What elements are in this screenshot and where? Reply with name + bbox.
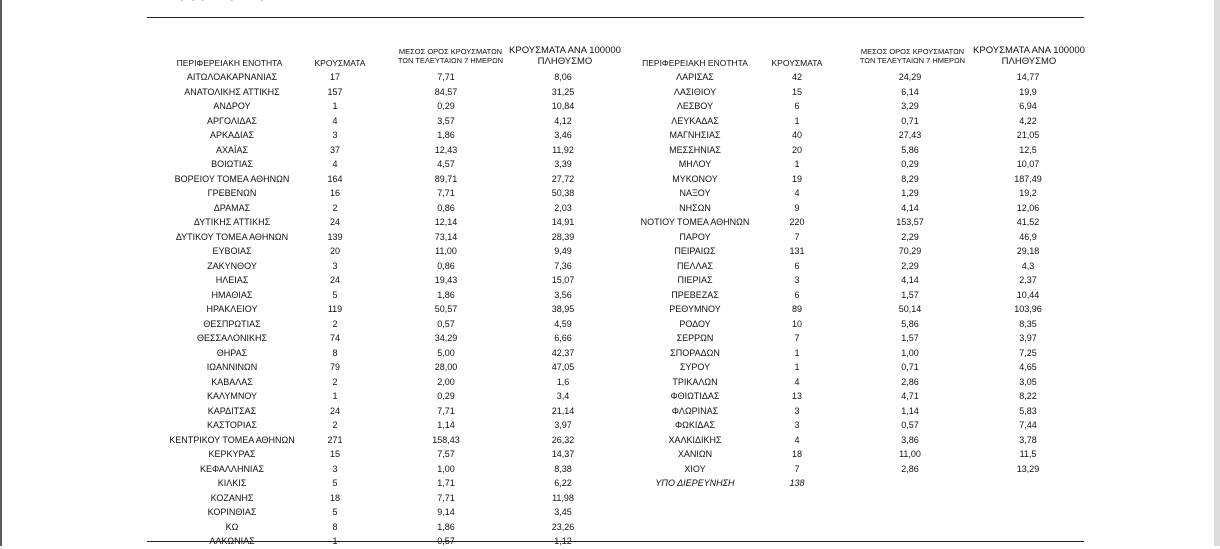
right-cell-avg7: 5,86 xyxy=(901,144,919,155)
right-cell-name: ΠΡΕΒΕΖΑΣ xyxy=(671,289,719,300)
right-cell-cases: 3 xyxy=(794,275,800,285)
right-cell-per100k: 46,9 xyxy=(1019,231,1037,242)
left-cell-avg7: 7,71 xyxy=(437,405,455,416)
right-cell-avg7: 2,29 xyxy=(901,260,919,271)
right-cell-avg7: 27,43 xyxy=(898,130,922,140)
left-cell-avg7: 89,71 xyxy=(434,173,458,184)
left-cell-per100k: 8,06 xyxy=(554,72,572,82)
left-cell-cases: 18 xyxy=(329,492,340,503)
left-cell-avg7: 50,57 xyxy=(434,304,458,314)
right-cell-per100k: 19,2 xyxy=(1019,188,1037,198)
left-cell-avg7: 1,86 xyxy=(437,521,455,532)
right-cell-per100k: 8,22 xyxy=(1019,391,1037,401)
left-header-cases xyxy=(300,58,380,68)
left-cell-name: ΚΕΡΚΥΡΑΣ xyxy=(208,449,256,459)
left-cell-avg7: 12,43 xyxy=(434,144,458,155)
left-cell-cases: 8 xyxy=(332,347,338,358)
right-cell-name: ΛΕΥΚΑΔΑΣ xyxy=(671,115,719,126)
right-cell-per100k: 21,05 xyxy=(1016,130,1040,140)
left-cell-per100k: 27,72 xyxy=(551,173,575,184)
left-cell-per100k: 2,03 xyxy=(554,202,572,213)
right-cell-per100k: 11,5 xyxy=(1019,449,1037,459)
right-cell-cases: 131 xyxy=(789,246,805,256)
left-cell-per100k: 14,37 xyxy=(551,449,575,459)
left-cell-avg7: 34,29 xyxy=(434,333,458,343)
right-header-avg7-line1: ΜΕΣΟΣ ΟΡΟΣ ΚΡΟΥΣΜΑΤΩΝ xyxy=(860,47,965,56)
right-cell-cases: 6 xyxy=(794,260,800,271)
left-header-avg7 xyxy=(383,47,518,65)
left-cell-cases: 3 xyxy=(332,260,338,271)
right-cell-per100k: 19,9 xyxy=(1019,86,1037,97)
left-cell-name: ΒΟΡΕΙΟΥ ΤΟΜΕΑ ΑΘΗΝΩΝ xyxy=(174,173,290,184)
right-cell-name: ΜΥΚΟΝΟΥ xyxy=(672,173,718,184)
right-cell-avg7: 1,00 xyxy=(901,347,919,358)
left-header-avg7-line2: ΤΩΝ ΤΕΛΕΥΤΑΙΩΝ 7 ΗΜΕΡΩΝ xyxy=(397,56,504,65)
left-cell-avg7: 19,43 xyxy=(434,275,458,285)
left-cell-per100k: 23,26 xyxy=(551,521,575,532)
right-cell-name: ΝΟΤΙΟΥ ΤΟΜΕΑ ΑΘΗΝΩΝ xyxy=(640,217,750,227)
left-cell-cases: 17 xyxy=(329,72,340,82)
right-cell-per100k: 3,05 xyxy=(1019,376,1037,387)
right-cell-name: ΛΑΡΙΣΑΣ xyxy=(676,72,714,82)
left-cell-avg7: 0,57 xyxy=(437,536,455,546)
left-cell-name: ΖΑΚΥΝΘΟΥ xyxy=(207,260,257,271)
left-cell-name: ΚΟΡΙΝΘΙΑΣ xyxy=(207,507,257,517)
right-cell-cases: 1 xyxy=(794,115,800,126)
right-cell-cases: 1 xyxy=(794,159,800,169)
right-cell-cases: 19 xyxy=(791,173,802,184)
right-cell-cases: 40 xyxy=(791,130,802,140)
left-cell-per100k: 9,49 xyxy=(554,246,572,256)
left-cell-per100k: 3,45 xyxy=(554,507,572,517)
right-cell-cases: 18 xyxy=(791,449,802,459)
left-cell-name: ΑΧΑΪΑΣ xyxy=(215,144,249,155)
right-header-cases xyxy=(757,58,837,68)
window-left-edge xyxy=(0,0,2,546)
top-divider xyxy=(147,17,1084,18)
right-cell-cases: 7 xyxy=(794,333,800,343)
left-cell-cases: 24 xyxy=(329,275,340,285)
right-cell-cases: 89 xyxy=(791,304,802,314)
left-cell-name: ΚΩ xyxy=(225,521,239,532)
left-cell-avg7: 5,00 xyxy=(437,347,455,358)
left-cell-name: ΘΕΣΣΑΛΟΝΙΚΗΣ xyxy=(196,333,268,343)
right-cell-cases: 6 xyxy=(794,289,800,300)
left-cell-avg7: 4,57 xyxy=(437,159,455,169)
left-header-region-text: ΠΕΡΙΦΕΡΕΙΑΚΗ ΕΝΟΤΗΤΑ xyxy=(176,58,283,68)
left-cell-cases: 20 xyxy=(329,246,340,256)
left-cell-cases: 79 xyxy=(329,362,340,372)
right-cell-avg7: 24,29 xyxy=(898,72,922,82)
left-cell-name: ΑΝΑΤΟΛΙΚΗΣ ΑΤΤΙΚΗΣ xyxy=(184,86,280,97)
left-cell-per100k: 10,84 xyxy=(551,101,575,111)
right-cell-per100k: 10,07 xyxy=(1016,159,1040,169)
left-cell-name: ΚΙΛΚΙΣ xyxy=(217,478,247,488)
right-cell-cases: 4 xyxy=(794,434,800,445)
right-cell-per100k: 187,49 xyxy=(1014,173,1042,184)
left-cell-avg7: 7,71 xyxy=(437,72,455,82)
left-cell-avg7: 0,29 xyxy=(437,391,455,401)
left-cell-name: ΚΑΡΔΙΤΣΑΣ xyxy=(207,405,257,416)
right-cell-avg7: 0,71 xyxy=(901,362,919,372)
right-cell-cases: 9 xyxy=(794,202,800,213)
right-cell-avg7: 3,86 xyxy=(901,434,919,445)
left-cell-avg7: 11,00 xyxy=(435,246,457,256)
left-cell-per100k: 3,56 xyxy=(554,289,572,300)
left-cell-name: ΘΕΣΠΡΩΤΙΑΣ xyxy=(203,318,261,329)
right-header-avg7 xyxy=(845,47,980,65)
right-cell-name: ΣΕΡΡΩΝ xyxy=(676,333,714,343)
left-cell-cases: 139 xyxy=(327,231,343,242)
left-cell-avg7: 0,86 xyxy=(437,260,455,271)
right-cell-avg7: 0,57 xyxy=(901,420,919,430)
left-cell-name: ΗΛΕΙΑΣ xyxy=(215,275,249,285)
left-cell-per100k: 6,66 xyxy=(554,333,572,343)
left-cell-cases: 37 xyxy=(329,144,340,155)
left-header-region xyxy=(147,58,312,68)
left-cell-per100k: 21,14 xyxy=(551,405,575,416)
right-cell-per100k: 12,5 xyxy=(1019,144,1037,155)
right-cell-cases: 10 xyxy=(791,318,802,329)
right-cell-cases: 4 xyxy=(794,376,800,387)
right-cell-name: ΜΕΣΣΗΝΙΑΣ xyxy=(669,144,721,155)
right-cell-name: ΠΕΙΡΑΙΩΣ xyxy=(674,246,716,256)
left-cell-per100k: 4,12 xyxy=(554,115,572,126)
right-cell-avg7: 70,29 xyxy=(898,246,922,256)
right-cell-per100k: 41,52 xyxy=(1016,217,1040,227)
right-cell-avg7: 1,14 xyxy=(901,405,919,416)
right-cell-cases: 20 xyxy=(791,144,802,155)
right-cell-name: ΠΙΕΡΙΑΣ xyxy=(677,275,713,285)
right-cell-avg7: 153,57 xyxy=(896,217,924,227)
right-header-region-text: ΠΕΡΙΦΕΡΕΙΑΚΗ ΕΝΟΤΗΤΑ xyxy=(642,58,748,68)
right-cell-avg7: 3,29 xyxy=(901,101,919,111)
left-cell-name: ΚΑΣΤΟΡΙΑΣ xyxy=(207,420,257,430)
right-cell-avg7: 1,57 xyxy=(901,289,919,300)
left-cell-cases: 2 xyxy=(332,376,338,387)
left-cell-name: ΑΙΤΩΛΟΑΚΑΡΝΑΝΙΑΣ xyxy=(186,72,278,82)
right-cell-avg7: 2,86 xyxy=(901,376,919,387)
left-cell-cases: 5 xyxy=(332,478,338,488)
left-cell-name: ΒΟΙΩΤΙΑΣ xyxy=(211,159,253,169)
right-cell-name: ΧΙΟΥ xyxy=(684,463,706,474)
left-cell-name: ΛΑΚΩΝΙΑΣ xyxy=(209,536,255,546)
right-cell-name: ΡΟΔΟΥ xyxy=(679,318,711,329)
right-cell-per100k: 4,65 xyxy=(1019,362,1037,372)
left-cell-cases: 15 xyxy=(329,449,340,459)
right-cell-avg7: 4,14 xyxy=(901,275,919,285)
left-cell-avg7: 0,86 xyxy=(437,202,455,213)
left-cell-per100k: 3,46 xyxy=(554,130,572,140)
right-cell-name: ΦΘΙΩΤΙΔΑΣ xyxy=(670,391,720,401)
window-right-scrollbar[interactable] xyxy=(1214,0,1220,546)
right-cell-name: ΝΗΣΩΝ xyxy=(679,202,711,213)
left-cell-cases: 8 xyxy=(332,521,338,532)
right-cell-avg7: 1,29 xyxy=(901,188,919,198)
left-cell-per100k: 42,37 xyxy=(551,347,575,358)
right-cell-avg7: 4,71 xyxy=(901,391,919,401)
left-cell-per100k: 50,38 xyxy=(551,188,575,198)
right-cell-cases: 6 xyxy=(794,101,800,111)
right-cell-per100k: 3,97 xyxy=(1019,333,1037,343)
left-cell-per100k: 47,05 xyxy=(551,362,575,372)
left-cell-cases: 164 xyxy=(327,173,343,184)
left-cell-cases: 271 xyxy=(327,434,343,445)
right-cell-per100k: 12,06 xyxy=(1016,202,1040,213)
left-cell-avg7: 1,71 xyxy=(437,478,455,488)
right-cell-per100k: 6,94 xyxy=(1019,101,1037,111)
page-heading-cut xyxy=(147,0,274,1)
right-cell-cases: 4 xyxy=(794,188,800,198)
left-cell-cases: 74 xyxy=(329,333,340,343)
left-cell-cases: 1 xyxy=(332,101,338,111)
right-cell-name: ΣΥΡΟΥ xyxy=(679,362,711,372)
left-cell-name: ΑΡΓΟΛΙΔΑΣ xyxy=(207,115,257,126)
left-cell-cases: 1 xyxy=(332,536,338,546)
left-cell-name: ΘΗΡΑΣ xyxy=(216,347,248,358)
right-cell-avg7: 5,86 xyxy=(901,318,919,329)
right-cell-avg7: 2,86 xyxy=(901,463,919,474)
left-cell-cases: 5 xyxy=(332,289,338,300)
right-cell-cases: 3 xyxy=(794,420,800,430)
right-cell-cases: 3 xyxy=(794,405,800,416)
left-cell-per100k: 1,6 xyxy=(556,376,570,387)
right-cell-name: ΦΛΩΡΙΝΑΣ xyxy=(671,405,719,416)
left-cell-cases: 2 xyxy=(332,420,338,430)
right-header-cases-text: ΚΡΟΥΣΜΑΤΑ xyxy=(771,58,823,68)
left-cell-avg7: 28,00 xyxy=(434,362,458,372)
right-cell-cases: 220 xyxy=(789,217,805,227)
right-cell-cases: 13 xyxy=(791,391,802,401)
left-cell-avg7: 1,14 xyxy=(437,420,455,430)
left-cell-per100k: 14,91 xyxy=(551,217,575,227)
right-cell-name: ΧΑΝΙΩΝ xyxy=(677,449,713,459)
right-cell-per100k: 3,78 xyxy=(1019,434,1037,445)
left-header-per100k-line2: ΠΛΗΘΥΣΜΟ xyxy=(537,56,593,67)
left-cell-avg7: 12,14 xyxy=(434,217,458,227)
left-cell-per100k: 6,22 xyxy=(554,478,572,488)
left-cell-per100k: 11,92 xyxy=(552,144,574,155)
left-cell-avg7: 84,57 xyxy=(434,86,458,97)
right-cell-per100k: 29,18 xyxy=(1016,246,1040,256)
left-cell-name: ΓΡΕΒΕΝΩΝ xyxy=(207,188,257,198)
left-cell-cases: 2 xyxy=(332,318,338,329)
left-cell-avg7: 2,00 xyxy=(437,376,455,387)
left-cell-per100k: 38,95 xyxy=(551,304,575,314)
left-cell-avg7: 1,00 xyxy=(437,463,455,474)
right-cell-per100k: 8,35 xyxy=(1019,318,1037,329)
right-cell-avg7: 11,00 xyxy=(899,449,921,459)
right-cell-name: ΝΑΞΟΥ xyxy=(679,188,711,198)
right-cell-per100k: 4,3 xyxy=(1021,260,1035,271)
left-cell-avg7: 3,57 xyxy=(437,115,455,126)
left-cell-avg7: 1,86 xyxy=(437,130,455,140)
left-cell-name: ΚΑΒΑΛΑΣ xyxy=(211,376,253,387)
left-cell-avg7: 7,71 xyxy=(437,492,455,503)
right-cell-name: ΡΕΘΥΜΝΟΥ xyxy=(669,304,721,314)
right-cell-name: ΛΑΣΙΘΙΟΥ xyxy=(673,86,717,97)
left-cell-per100k: 3,39 xyxy=(554,159,572,169)
right-cell-per100k: 13,29 xyxy=(1016,463,1040,474)
right-cell-cases: 1 xyxy=(794,362,800,372)
left-cell-avg7: 0,29 xyxy=(437,101,455,111)
left-cell-name: ΑΝΔΡΟΥ xyxy=(213,101,251,111)
left-cell-per100k: 8,38 xyxy=(554,463,572,474)
right-cell-avg7: 1,57 xyxy=(901,333,919,343)
left-header-cases-text: ΚΡΟΥΣΜΑΤΑ xyxy=(314,58,366,68)
left-cell-name: ΕΥΒΟΙΑΣ xyxy=(212,246,252,256)
left-cell-cases: 5 xyxy=(332,507,338,517)
right-cell-name: ΧΑΛΚΙΔΙΚΗΣ xyxy=(668,434,722,445)
left-cell-avg7: 1,86 xyxy=(437,289,455,300)
left-cell-name: ΔΡΑΜΑΣ xyxy=(213,202,251,213)
right-cell-per100k: 7,44 xyxy=(1019,420,1037,430)
left-cell-name: ΔΥΤΙΚΟΥ ΤΟΜΕΑ ΑΘΗΝΩΝ xyxy=(175,231,289,242)
right-header-per100k-line1: ΚΡΟΥΣΜΑΤΑ ΑΝΑ 100000 xyxy=(973,45,1085,56)
left-cell-name: ΚΟΖΑΝΗΣ xyxy=(210,492,254,503)
right-cell-cases: 7 xyxy=(794,231,800,242)
left-cell-per100k: 31,25 xyxy=(551,86,575,97)
left-cell-cases: 3 xyxy=(332,463,338,474)
left-cell-name: ΚΕΝΤΡΙΚΟΥ ΤΟΜΕΑ ΑΘΗΝΩΝ xyxy=(169,434,295,445)
left-cell-avg7: 73,14 xyxy=(434,231,458,242)
left-cell-name: ΗΜΑΘΙΑΣ xyxy=(211,289,253,300)
right-cell-cases: 15 xyxy=(791,86,802,97)
left-cell-per100k: 7,36 xyxy=(554,260,572,271)
left-cell-cases: 16 xyxy=(329,188,340,198)
right-cell-avg7: 50,14 xyxy=(898,304,922,314)
right-cell-avg7: 0,29 xyxy=(901,159,919,169)
right-cell-name: ΜΑΓΝΗΣΙΑΣ xyxy=(669,130,721,140)
left-cell-cases: 4 xyxy=(332,159,338,169)
right-header-per100k xyxy=(964,45,1094,67)
right-cell-name: ΦΩΚΙΔΑΣ xyxy=(675,420,715,430)
right-cell-avg7: 4,14 xyxy=(901,202,919,213)
right-cell-name: ΛΕΣΒΟΥ xyxy=(676,101,714,111)
left-cell-name: ΑΡΚΑΔΙΑΣ xyxy=(209,130,255,140)
right-cell-name: ΤΡΙΚΑΛΩΝ xyxy=(672,376,718,387)
right-cell-avg7: 8,29 xyxy=(901,173,919,184)
right-header-per100k-line2: ΠΛΗΘΥΣΜΟ xyxy=(1001,56,1057,67)
left-cell-per100k: 3,97 xyxy=(554,420,572,430)
left-cell-avg7: 7,71 xyxy=(437,188,455,198)
left-cell-cases: 24 xyxy=(329,217,340,227)
left-cell-per100k: 1,12 xyxy=(554,536,572,546)
left-cell-avg7: 7,57 xyxy=(437,449,455,459)
left-cell-avg7: 0,57 xyxy=(437,318,455,329)
left-cell-name: ΚΑΛΥΜΝΟΥ xyxy=(206,391,258,401)
right-cell-cases: 1 xyxy=(794,347,800,358)
left-cell-cases: 2 xyxy=(332,202,338,213)
right-cell-per100k: 14,77 xyxy=(1016,72,1040,82)
right-cell-avg7: 0,71 xyxy=(901,115,919,126)
left-cell-name: ΙΩΑΝΝΙΝΩΝ xyxy=(206,362,258,372)
left-cell-cases: 24 xyxy=(329,405,340,416)
left-cell-cases: 157 xyxy=(327,86,343,97)
left-cell-per100k: 28,39 xyxy=(551,231,575,242)
left-cell-cases: 4 xyxy=(332,115,338,126)
right-cell-per100k: 10,44 xyxy=(1016,289,1040,300)
left-cell-name: ΚΕΦΑΛΛΗΝΙΑΣ xyxy=(199,463,265,474)
left-header-per100k-line1: ΚΡΟΥΣΜΑΤΑ ΑΝΑ 100000 xyxy=(509,45,621,56)
right-cell-name: ΥΠΟ ΔΙΕΡΕΥΝΗΣΗ xyxy=(655,478,735,488)
left-header-avg7-line1: ΜΕΣΟΣ ΟΡΟΣ ΚΡΟΥΣΜΑΤΩΝ xyxy=(398,47,503,56)
left-cell-cases: 1 xyxy=(332,391,338,401)
right-header-avg7-line2: ΤΩΝ ΤΕΛΕΥΤΑΙΩΝ 7 ΗΜΕΡΩΝ xyxy=(859,56,966,65)
right-cell-cases: 7 xyxy=(794,463,800,474)
right-cell-per100k: 5,83 xyxy=(1019,405,1037,416)
right-cell-name: ΜΗΛΟΥ xyxy=(678,159,712,169)
left-cell-cases: 3 xyxy=(332,130,338,140)
right-cell-per100k: 2,37 xyxy=(1019,275,1037,285)
right-cell-name: ΠΑΡΟΥ xyxy=(679,231,711,242)
left-cell-per100k: 3,4 xyxy=(556,391,570,401)
left-cell-per100k: 15,07 xyxy=(551,275,575,285)
right-cell-name: ΠΕΛΛΑΣ xyxy=(676,260,714,271)
left-cell-cases: 119 xyxy=(327,304,343,314)
left-cell-name: ΔΥΤΙΚΗΣ ΑΤΤΙΚΗΣ xyxy=(193,217,271,227)
right-cell-avg7: 6,14 xyxy=(901,86,919,97)
left-cell-avg7: 9,14 xyxy=(437,507,455,517)
right-cell-per100k: 7,25 xyxy=(1019,347,1037,358)
right-cell-avg7: 2,29 xyxy=(901,231,919,242)
right-cell-per100k: 4,22 xyxy=(1019,115,1037,126)
left-cell-per100k: 4,59 xyxy=(554,318,572,329)
right-cell-per100k: 103,96 xyxy=(1014,304,1042,314)
left-cell-name: ΗΡΑΚΛΕΙΟΥ xyxy=(206,304,258,314)
left-cell-avg7: 158,43 xyxy=(432,434,460,445)
right-cell-name: ΣΠΟΡΑΔΩΝ xyxy=(670,347,720,358)
left-cell-per100k: 26,32 xyxy=(551,434,575,445)
left-cell-per100k: 11,98 xyxy=(552,492,574,503)
right-cell-cases: 42 xyxy=(791,72,802,82)
right-cell-cases: 138 xyxy=(789,478,805,488)
